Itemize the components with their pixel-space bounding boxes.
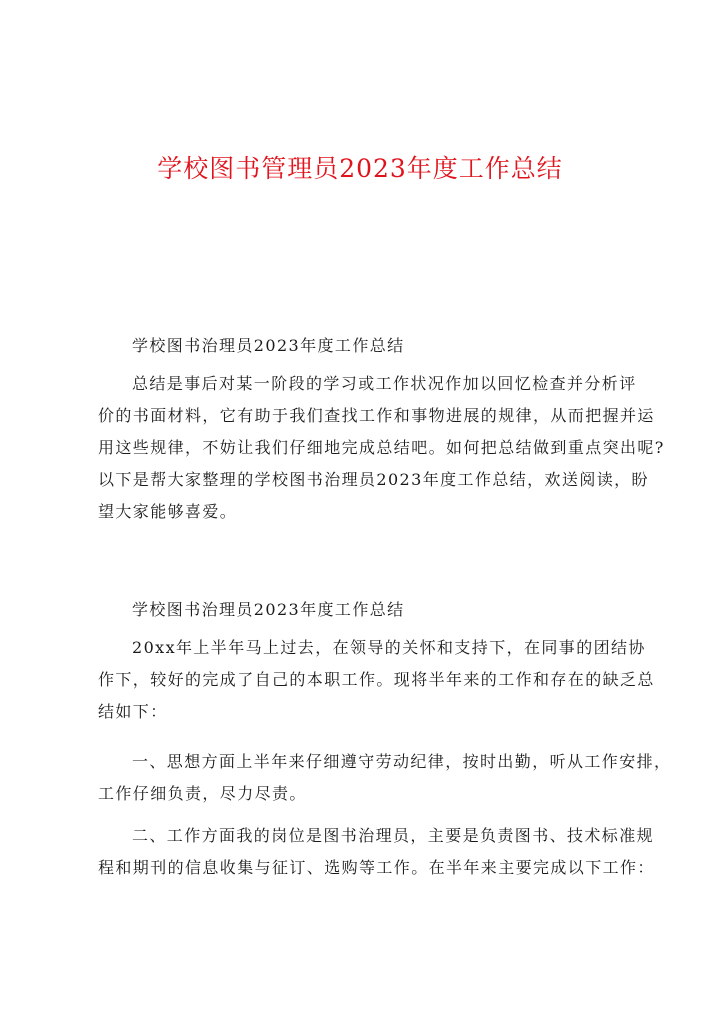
paragraph-line: 结如下： [98,702,168,721]
paragraph-line: 以下是帮大家整理的学校图书治理员2023年度工作总结，欢送阅读，盼 [98,470,649,489]
paragraph-line: 望大家能够喜爱。 [98,502,238,521]
paragraph-line: 用这些规律，不妨让我们仔细地完成总结吧。如何把总结做到重点突出呢? [98,438,665,457]
paragraph-line: 学校图书治理员2023年度工作总结 [132,336,405,355]
paragraph-line: 作下，较好的完成了自己的本职工作。现将半年来的工作和存在的缺乏总 [98,670,655,689]
work-paragraph [98,820,655,884]
paragraph-line: 程和期刊的信息收集与征订、选购等工作。在半年来主要完成以下工作： [98,858,655,877]
ideology-paragraph [98,746,672,810]
paragraph-line: 价的书面材料，它有助于我们查找工作和事物进展的规律，从而把握并运 [98,406,655,425]
paragraph-line: 二、工作方面我的岗位是图书治理员，主要是负责图书、技术标准规 [132,826,655,845]
paragraph-line: 学校图书治理员2023年度工作总结 [132,600,405,619]
paragraph-line: 工作仔细负责，尽力尽责。 [98,784,307,803]
paragraph-line: 一、思想方面上半年来仔细遵守劳动纪律，按时出勤，听从工作安排， [132,752,672,771]
paragraph-line: 总结是事后对某一阶段的学习或工作状况作加以回忆检查并分析评 [132,374,637,393]
summary-paragraph [98,632,655,728]
document-title: 学校图书管理员2023年度工作总结 [157,154,563,183]
subtitle-1 [98,330,632,362]
paragraph-line: 20xx年上半年马上过去，在领导的关怀和支持下，在同事的团结协 [132,638,646,657]
subtitle-2 [98,594,632,626]
intro-paragraph [98,368,665,528]
